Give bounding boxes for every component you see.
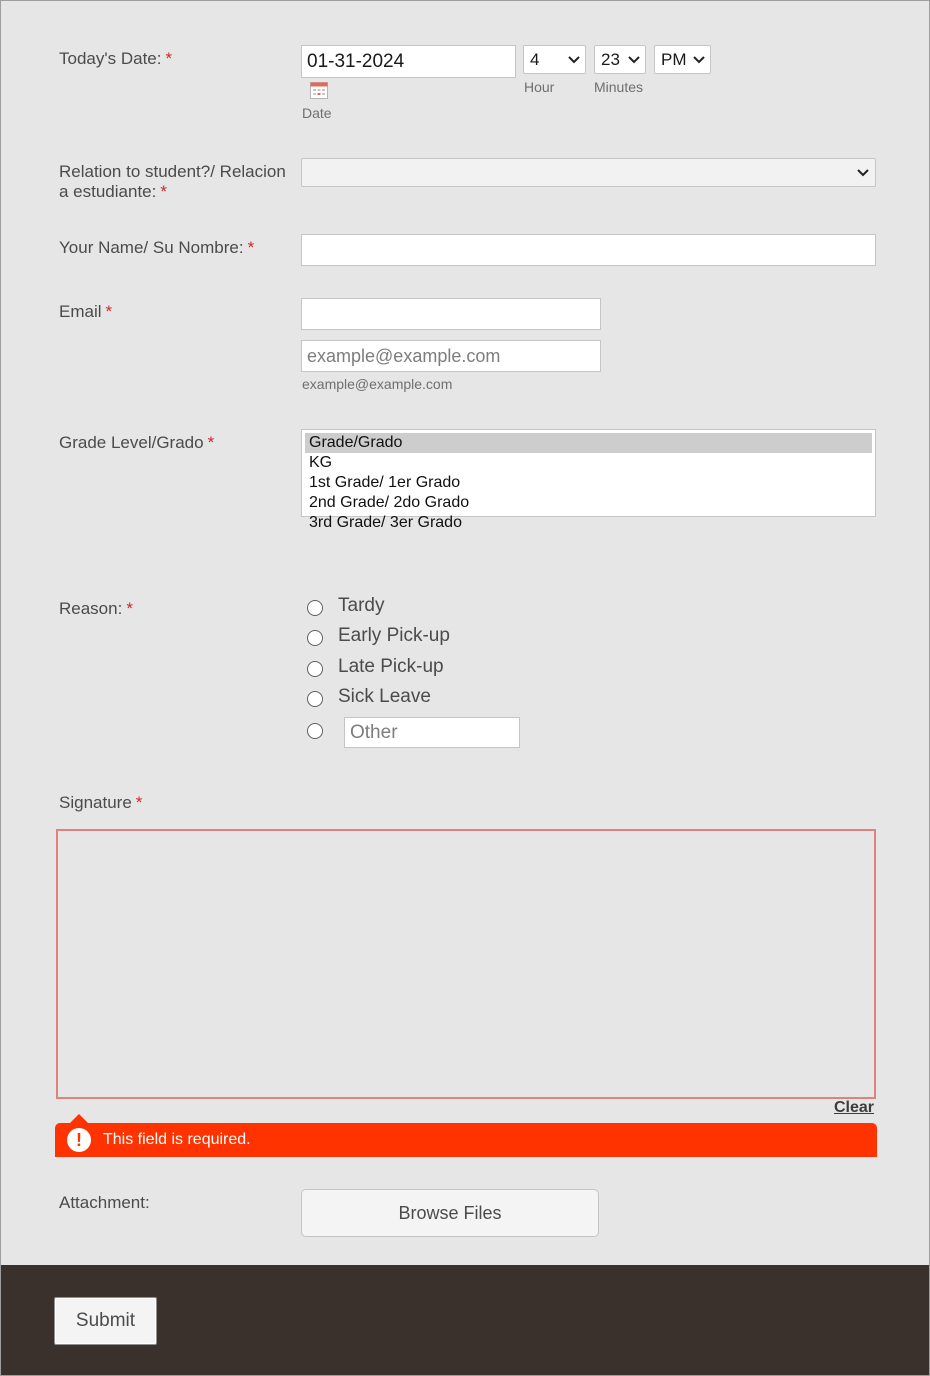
relation-label-line2: a estudiante: [59, 182, 157, 201]
radio-button[interactable] [307, 630, 323, 646]
submit-button[interactable] [54, 1297, 157, 1345]
calendar-icon[interactable] [310, 82, 328, 99]
radio-button[interactable] [307, 691, 323, 707]
email-label-text: Email [59, 302, 102, 321]
grade-option[interactable]: 1st Grade/ 1er Grado [309, 474, 461, 491]
email-confirm-placeholder: example@example.com [307, 345, 501, 366]
chevron-down-icon [857, 169, 869, 177]
name-label-text: Your Name/ Su Nombre: [59, 238, 244, 257]
radio-label: Sick Leave [338, 686, 431, 707]
chevron-down-icon [693, 56, 705, 64]
hour-select[interactable] [523, 45, 586, 74]
date-input[interactable] [301, 45, 516, 78]
required-star: * [247, 238, 255, 257]
radio-label: Late Pick-up [338, 656, 444, 677]
name-input[interactable] [301, 234, 876, 266]
attachment-label [59, 1193, 150, 1213]
required-star: * [135, 793, 143, 812]
reason-option-late-pickup[interactable] [307, 656, 444, 678]
required-star: * [160, 182, 167, 201]
attachment-label-text: Attachment: [59, 1193, 150, 1212]
radio-button[interactable] [307, 600, 323, 616]
reason-option-sick-leave[interactable] [307, 686, 431, 708]
required-star: * [126, 599, 133, 618]
chevron-down-icon [628, 56, 640, 64]
minute-sublabel: Minutes [594, 79, 644, 95]
ampm-value: PM [661, 49, 687, 69]
grade-option[interactable]: Grade/Grado [305, 433, 872, 453]
radio-button[interactable] [307, 723, 323, 739]
form-footer [1, 1265, 929, 1375]
relation-label-line1: Relation to student?/ Relacion [59, 162, 286, 181]
email-sublabel: example@example.com [302, 376, 453, 392]
reason-option-tardy[interactable] [307, 595, 384, 617]
grade-option[interactable]: KG [309, 454, 333, 471]
error-message-bar [55, 1123, 877, 1157]
required-star: * [105, 302, 113, 321]
clear-signature-link[interactable]: Clear [833, 1099, 874, 1116]
grade-option[interactable]: 2nd Grade/ 2do Grado [309, 494, 470, 511]
date-sublabel: Date [302, 105, 332, 121]
reason-option-other[interactable] [307, 717, 520, 748]
other-input[interactable] [344, 717, 520, 748]
grade-label [59, 433, 214, 453]
relation-select[interactable] [301, 158, 876, 187]
signature-label [59, 793, 142, 813]
date-value: 01-31-2024 [307, 50, 405, 72]
chevron-down-icon [568, 56, 580, 64]
date-label [59, 49, 172, 69]
name-label [59, 238, 254, 258]
date-label-text: Today's Date: [59, 49, 162, 68]
reason-option-early-pickup[interactable] [307, 625, 450, 647]
email-label [59, 302, 112, 322]
radio-label: Early Pick-up [338, 625, 450, 646]
other-placeholder: Other [350, 721, 398, 743]
email-confirm-input[interactable] [301, 340, 601, 372]
browse-files-button[interactable] [301, 1189, 599, 1237]
minute-select[interactable] [594, 45, 646, 74]
signature-label-text: Signature [59, 793, 132, 812]
required-star: * [207, 433, 215, 452]
email-input[interactable] [301, 298, 601, 330]
hour-sublabel: Hour [524, 79, 555, 95]
grade-listbox[interactable] [301, 429, 876, 531]
signature-pad[interactable] [56, 829, 876, 1099]
submit-label: Submit [75, 1310, 136, 1331]
browse-files-label: Browse Files [398, 1202, 502, 1223]
grade-option[interactable]: 3rd Grade/ 3er Grado [309, 514, 462, 531]
reason-label [59, 599, 133, 619]
grade-label-text: Grade Level/Grado [59, 433, 204, 452]
minute-value: 23 [601, 49, 620, 69]
required-star: * [165, 49, 173, 68]
warning-icon: ! [67, 1128, 91, 1152]
relation-label [59, 162, 286, 202]
radio-button[interactable] [307, 661, 323, 677]
radio-label: Tardy [338, 595, 385, 616]
error-message-text: This field is required. [103, 1131, 251, 1148]
ampm-select[interactable] [654, 45, 711, 74]
hour-value: 4 [530, 49, 540, 69]
reason-label-text: Reason: [59, 599, 123, 618]
